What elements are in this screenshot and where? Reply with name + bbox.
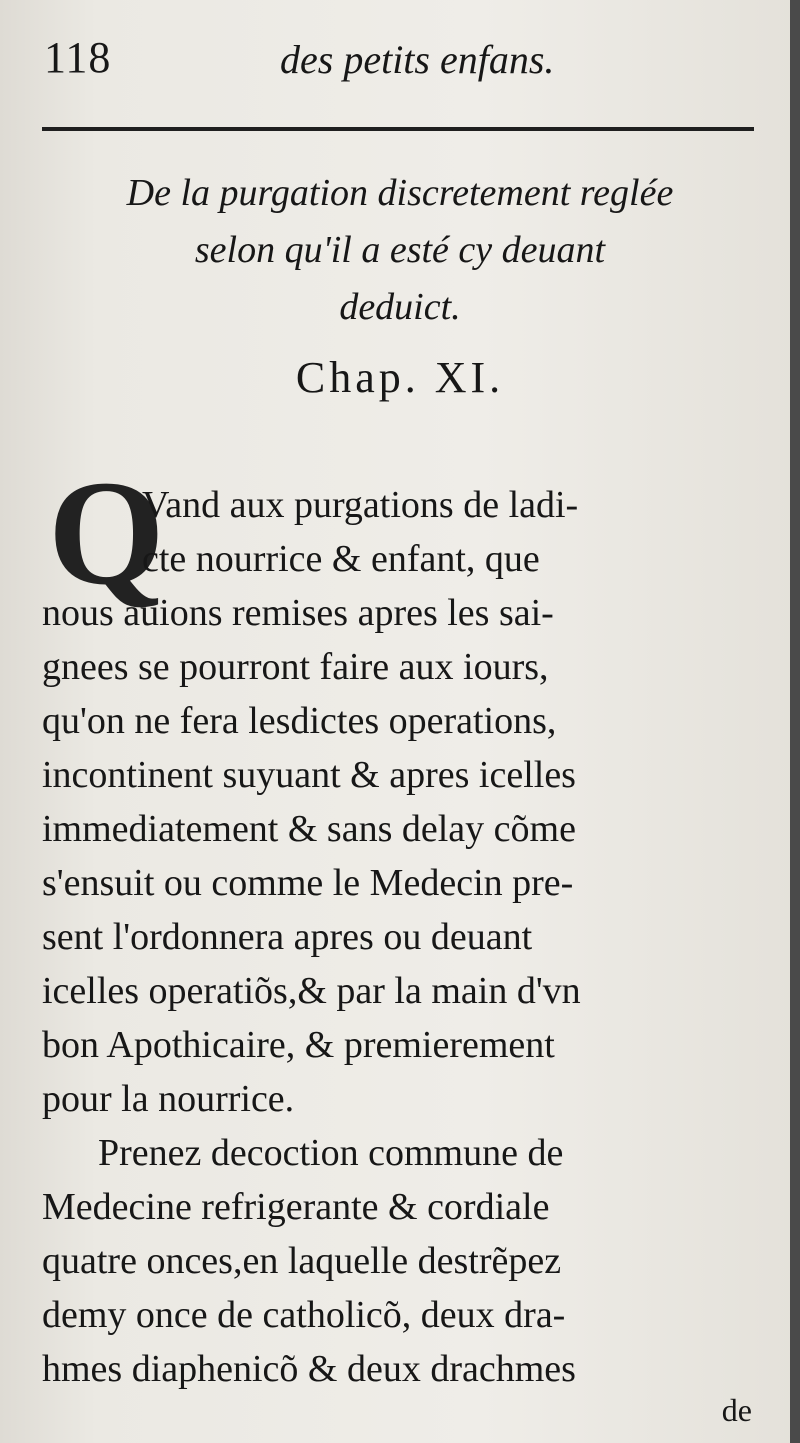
chapter-title-line: deduict. <box>339 286 461 328</box>
text-line: Prenez decoction commune de <box>98 1132 564 1174</box>
chapter-title-line: selon qu'il a esté cy deuant <box>194 229 606 271</box>
text-line: incontinent suyuant & apres icelles <box>42 754 576 796</box>
text-line: qu'on ne fera lesdictes operations, <box>42 700 557 742</box>
chapter-title-line: De la purgation discretement reglée <box>126 172 674 214</box>
body-text <box>42 478 760 1396</box>
text-line: pour la nourrice. <box>42 1078 295 1120</box>
chapter-title <box>80 165 720 336</box>
text-line: demy once de catholicõ, deux dra- <box>42 1294 566 1336</box>
text-line: bon Apothicaire, & premierement <box>42 1024 555 1066</box>
running-head: des petits enfans. <box>280 37 555 82</box>
drop-cap: Q <box>48 450 165 616</box>
text-line: sent l'ordonnera apres ou deuant <box>42 916 533 958</box>
text-line: immediatement & sans delay cõme <box>42 808 576 850</box>
chapter-number: Chap. XI. <box>295 353 505 402</box>
catchword: de <box>721 1392 752 1428</box>
page-edge-shadow <box>790 0 800 1443</box>
page-number: 118 <box>44 33 112 82</box>
header-rule <box>42 127 754 131</box>
text-line: Vand aux purgations de ladi- <box>142 484 579 526</box>
text-line: hmes diaphenicõ & deux drachmes <box>42 1348 576 1390</box>
text-line: nous auions remises apres les sai- <box>42 592 554 634</box>
text-line: icelles operatiõs,& par la main d'vn <box>42 970 581 1012</box>
text-line: gnees se pourront faire aux iours, <box>42 646 549 688</box>
page-header <box>42 28 754 88</box>
text-line: Medecine refrigerante & cordiale <box>42 1186 550 1228</box>
text-line: quatre onces,en laquelle destrẽpez <box>42 1240 562 1282</box>
text-line: cte nourrice & enfant, que <box>142 538 540 580</box>
text-line: s'ensuit ou comme le Medecin pre- <box>42 862 574 904</box>
